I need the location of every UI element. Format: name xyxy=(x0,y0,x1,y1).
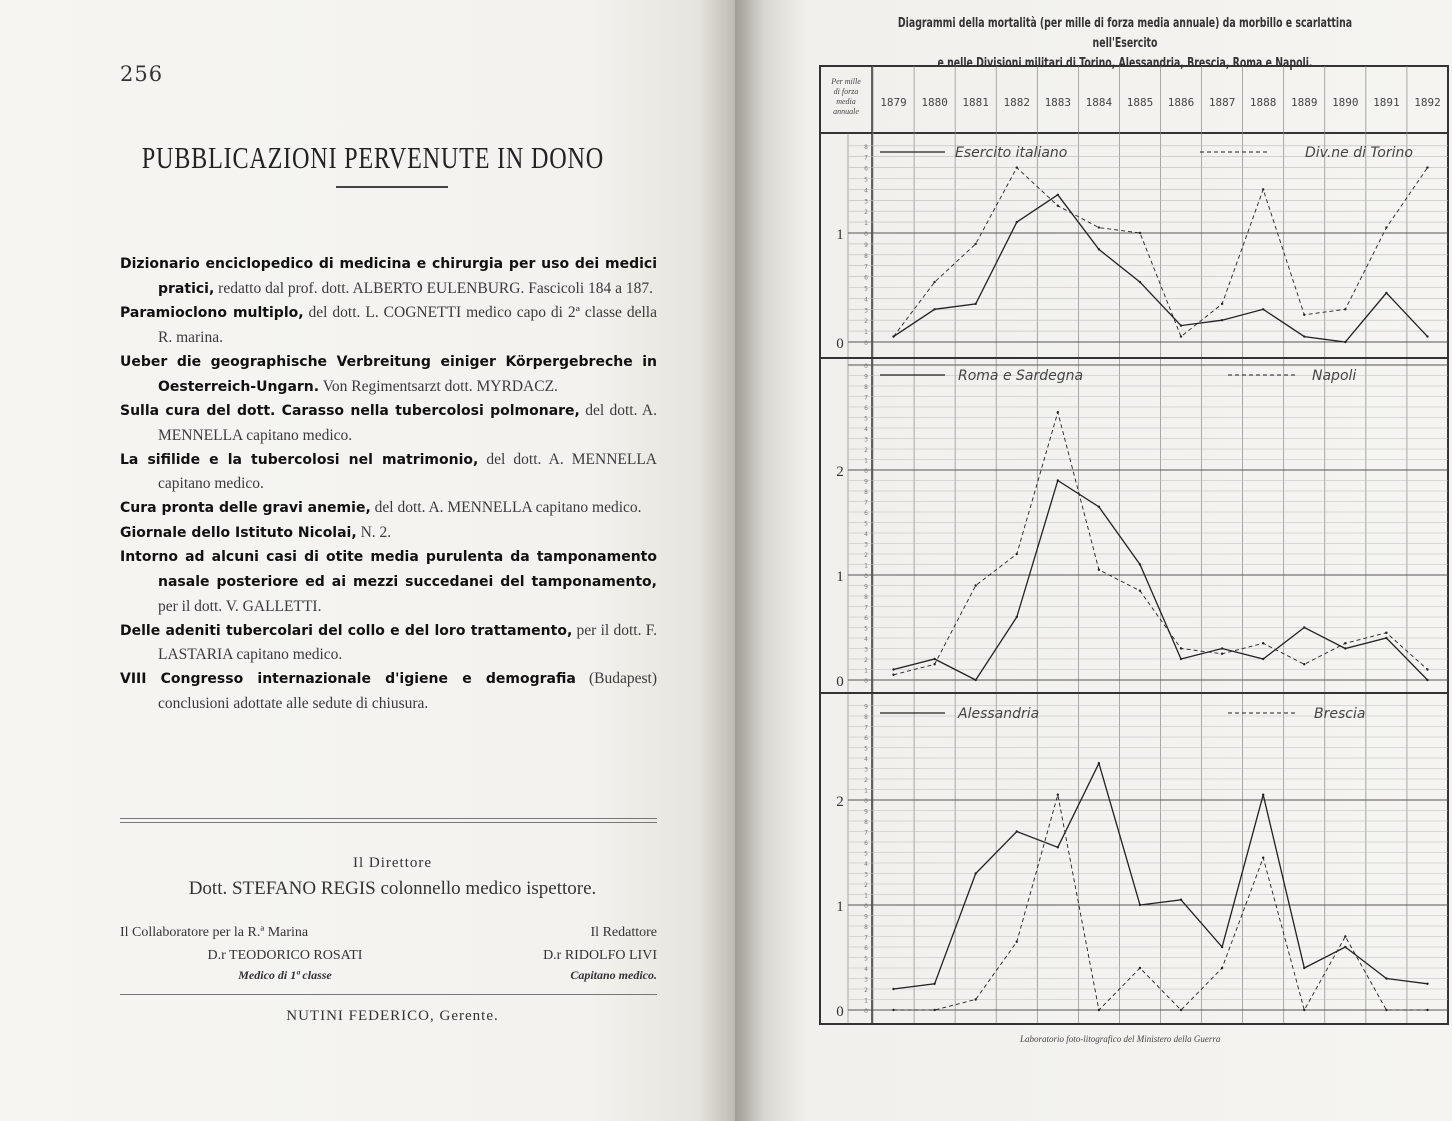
data-point xyxy=(1344,642,1346,644)
data-point xyxy=(974,872,976,874)
minor-tick-label: 4 xyxy=(864,187,868,195)
minor-tick-label: 3 xyxy=(864,766,868,774)
minor-tick-label: 4 xyxy=(864,861,868,868)
data-point xyxy=(1016,166,1018,168)
data-point xyxy=(933,1009,935,1011)
minor-tick-label: 0 xyxy=(864,573,868,580)
minor-tick-label: 6 xyxy=(864,510,868,517)
x-tick-label: 1891 xyxy=(1373,96,1400,109)
minor-tick-label: 7 xyxy=(864,394,868,402)
minor-tick-label: 7 xyxy=(864,829,868,837)
data-point xyxy=(1057,846,1059,848)
minor-tick-label: 8 xyxy=(864,924,868,931)
data-point xyxy=(1180,899,1182,901)
data-point xyxy=(1385,977,1387,979)
data-point xyxy=(1057,194,1059,196)
legend-label: Div.ne di Torino xyxy=(1305,145,1413,161)
publication-entry: Intorno ad alcuni casi di otite media purulenta da tamponamento nasale posteriore ed ai mezzi succedanei del tamponamento, per il dott. V. GALLETTI. xyxy=(120,549,657,615)
data-point xyxy=(974,584,976,586)
data-point xyxy=(1139,232,1141,234)
x-tick-label: 1890 xyxy=(1332,96,1359,109)
minor-tick-label: 0 xyxy=(864,1008,868,1015)
data-point xyxy=(1098,1009,1100,1011)
minor-tick-label: 5 xyxy=(864,176,868,184)
minor-tick-label: 5 xyxy=(864,745,868,753)
x-tick-label: 1892 xyxy=(1414,96,1441,109)
minor-tick-label: 5 xyxy=(864,415,868,423)
data-point xyxy=(1098,762,1100,764)
legend-label: Alessandria xyxy=(958,706,1040,722)
data-point xyxy=(1385,632,1387,634)
x-tick-label: 1886 xyxy=(1167,96,1195,109)
publication-entry: Delle adeniti tubercolari del collo e del loro trattamento, per il dott. F. LASTARIA capitano medico. xyxy=(120,621,658,664)
director-name: Dott. STEFANO REGIS colonnello medico ispettore. xyxy=(188,878,597,899)
minor-tick-label: 9 xyxy=(864,703,868,711)
minor-tick-label: 6 xyxy=(864,165,868,173)
axis-header-line: di forza xyxy=(833,87,859,96)
data-point xyxy=(1016,616,1018,618)
publication-entry: Cura pronta delle gravi anemie, del dott. A. MENNELLA capitano medico. xyxy=(120,499,642,517)
minor-tick-label: 2 xyxy=(864,552,868,559)
minor-tick-label: 7 xyxy=(864,499,868,507)
minor-tick-label: 9 xyxy=(864,478,868,486)
editor-label: Il Redattore xyxy=(590,925,657,940)
y-tick-label: 2 xyxy=(836,794,844,810)
data-point xyxy=(1385,226,1387,228)
data-point xyxy=(1344,935,1346,937)
data-point xyxy=(1303,335,1305,337)
data-point xyxy=(1098,248,1100,250)
data-point xyxy=(974,303,976,305)
minor-tick-label: 4 xyxy=(864,756,868,763)
minor-tick-label: 8 xyxy=(864,252,868,260)
data-point xyxy=(933,308,935,310)
minor-tick-label: 3 xyxy=(864,871,868,879)
data-point xyxy=(1303,1009,1305,1011)
minor-tick-label: 8 xyxy=(864,489,868,496)
x-tick-label: 1881 xyxy=(962,96,989,109)
data-point xyxy=(1221,303,1223,305)
data-point xyxy=(892,1009,894,1011)
legend-label: Napoli xyxy=(1312,368,1357,384)
minor-tick-label: 2 xyxy=(864,777,868,784)
minor-tick-label: 0 xyxy=(864,903,868,910)
minor-tick-label: 7 xyxy=(864,934,868,942)
minor-tick-label: 3 xyxy=(864,307,868,315)
minor-tick-label: 2 xyxy=(864,657,868,664)
data-point xyxy=(933,281,935,283)
minor-tick-label: 9 xyxy=(864,241,868,249)
legend-label: Roma e Sardegna xyxy=(958,368,1084,384)
minor-tick-label: 0 xyxy=(864,231,868,238)
data-point xyxy=(1426,1009,1428,1011)
minor-tick-label: 4 xyxy=(864,636,868,643)
data-point xyxy=(1303,967,1305,969)
data-point xyxy=(1303,663,1305,665)
data-point xyxy=(892,988,894,990)
data-point xyxy=(1180,335,1182,337)
publication-entry: La sifilide e la tubercolosi nel matrimonio, del dott. A. MENNELLA capitano medico. xyxy=(120,450,658,493)
minor-tick-label: 6 xyxy=(864,840,868,847)
page-title: PUBBLICAZIONI PERVENUTE IN DONO xyxy=(141,140,604,175)
data-point xyxy=(1180,1009,1182,1011)
data-point xyxy=(1344,647,1346,649)
minor-tick-label: 1 xyxy=(864,457,868,465)
data-point xyxy=(1385,1009,1387,1011)
minor-tick-label: 7 xyxy=(864,724,868,732)
publication-entry: Sulla cura del dott. Carasso nella tubercolosi polmonare, del dott. A. MENNELLA capitano medico. xyxy=(120,402,657,444)
data-point xyxy=(1303,626,1305,628)
x-tick-label: 1883 xyxy=(1044,96,1072,109)
data-point xyxy=(1426,668,1428,670)
minor-tick-label: 1 xyxy=(864,997,868,1005)
minor-tick-label: 4 xyxy=(864,966,868,973)
minor-tick-label: 3 xyxy=(864,646,868,654)
data-point xyxy=(1016,941,1018,943)
minor-tick-label: 0 xyxy=(864,468,868,475)
x-tick-label: 1887 xyxy=(1208,96,1236,109)
x-tick-label: 1882 xyxy=(1003,96,1030,109)
editor-title: Capitano medico. xyxy=(570,968,657,982)
minor-tick-label: 7 xyxy=(864,604,868,612)
data-point xyxy=(1426,166,1428,168)
data-point xyxy=(1262,658,1264,660)
minor-tick-label: 1 xyxy=(864,562,868,570)
minor-tick-label: 3 xyxy=(864,198,868,206)
minor-tick-label: 8 xyxy=(864,714,868,721)
printer-credit: Laboratorio foto-litografico del Ministero della Guerra xyxy=(1020,1034,1221,1044)
x-tick-label: 1879 xyxy=(880,96,907,109)
minor-tick-label: 7 xyxy=(864,263,868,271)
minor-tick-label: 0 xyxy=(864,340,868,347)
data-point xyxy=(1221,319,1223,321)
legend-label: Brescia xyxy=(1314,706,1366,722)
data-point xyxy=(1057,411,1059,413)
minor-tick-label: 2 xyxy=(864,882,868,889)
minor-tick-label: 1 xyxy=(864,787,868,795)
data-point xyxy=(1344,946,1346,948)
minor-tick-label: 9 xyxy=(864,913,868,921)
data-point xyxy=(892,668,894,670)
minor-tick-label: 1 xyxy=(864,667,868,675)
data-point xyxy=(933,658,935,660)
publication-entry: VIII Congresso internazionale d'igiene e demografia (Budapest) conclusioni adottate alle sedute di chiusura. xyxy=(120,669,657,712)
y-tick-label: 2 xyxy=(836,464,844,480)
axis-header-line: annuale xyxy=(833,107,859,116)
data-point xyxy=(1139,904,1141,906)
data-point xyxy=(1016,830,1018,832)
x-tick-label: 1880 xyxy=(921,96,948,109)
navy-collaborator-label: Il Collaboratore per la R.ª Marina xyxy=(120,925,309,940)
data-point xyxy=(1098,569,1100,571)
minor-tick-label: 1 xyxy=(864,892,868,900)
minor-tick-label: 9 xyxy=(864,373,868,381)
data-point xyxy=(1262,308,1264,310)
data-point xyxy=(892,674,894,676)
minor-tick-label: 7 xyxy=(864,154,868,162)
x-tick-label: 1885 xyxy=(1126,96,1154,109)
data-point xyxy=(1180,647,1182,649)
minor-tick-label: 3 xyxy=(864,976,868,984)
minor-tick-label: 2 xyxy=(864,447,868,454)
manager-line: NUTINI FEDERICO, Gerente. xyxy=(286,1008,499,1024)
minor-tick-label: 9 xyxy=(864,808,868,816)
y-tick-label: 1 xyxy=(836,227,844,243)
minor-tick-label: 9 xyxy=(864,583,868,591)
page-number: 256 xyxy=(120,62,164,86)
axis-header-line: Per mille xyxy=(831,77,861,86)
data-point xyxy=(1057,479,1059,481)
minor-tick-label: 5 xyxy=(864,520,868,528)
y-tick-label: 0 xyxy=(836,674,844,690)
data-point xyxy=(1344,308,1346,310)
data-point xyxy=(1344,341,1346,343)
data-point xyxy=(974,679,976,681)
minor-tick-label: 5 xyxy=(864,955,868,963)
y-tick-label: 0 xyxy=(836,1004,844,1020)
minor-tick-label: 1 xyxy=(864,329,868,337)
data-point xyxy=(1221,653,1223,655)
data-point xyxy=(1221,946,1223,948)
data-point xyxy=(1426,679,1428,681)
data-point xyxy=(1057,205,1059,207)
minor-tick-label: 6 xyxy=(864,615,868,622)
data-point xyxy=(1426,335,1428,337)
minor-tick-label: 0 xyxy=(864,363,868,370)
minor-tick-label: 8 xyxy=(864,819,868,826)
data-point xyxy=(1262,642,1264,644)
minor-tick-label: 6 xyxy=(864,945,868,952)
publication-entry: Paramioclono multiplo, del dott. L. COGNETTI medico capo di 2ª classe della R. marina. xyxy=(120,304,657,347)
x-tick-label: 1889 xyxy=(1291,96,1318,109)
data-point xyxy=(1426,983,1428,985)
minor-tick-label: 8 xyxy=(864,594,868,601)
data-point xyxy=(1139,563,1141,565)
data-point xyxy=(933,983,935,985)
minor-tick-label: 6 xyxy=(864,405,868,412)
minor-tick-label: 3 xyxy=(864,436,868,444)
data-point xyxy=(974,243,976,245)
publication-entry: Ueber die geographische Verbreitung einiger Körpergebreche in Oesterreich-Ungarn. Von Regimentsarzt dott. MYRDACZ. xyxy=(120,353,657,395)
x-tick-label: 1888 xyxy=(1249,96,1277,109)
navy-collaborator-title: Medico di 1ª classe xyxy=(238,968,332,982)
publication-entry: Dizionario enciclopedico di medicina e chirurgia per uso dei medici pratici, redatto dal prof. dott. ALBERTO EULENBURG. Fascicoli 184 a 187. xyxy=(120,256,657,297)
minor-tick-label: 5 xyxy=(864,285,868,293)
data-point xyxy=(1139,967,1141,969)
axis-header xyxy=(830,77,861,116)
data-point xyxy=(1016,553,1018,555)
minor-tick-label: 2 xyxy=(864,987,868,994)
data-point xyxy=(1180,658,1182,660)
chart-caption: Diagrammi della mortalità (per mille di forza media annuale) da morbillo e scarlattina nell'Esercito e nelle Divisioni militari di Torino, Alessandria, Brescia, Roma e Napoli. xyxy=(897,16,1353,71)
data-point xyxy=(1385,292,1387,294)
minor-tick-label: 8 xyxy=(864,384,868,391)
minor-tick-label: 2 xyxy=(864,318,868,326)
data-point xyxy=(1016,221,1018,223)
minor-tick-label: 8 xyxy=(864,143,868,151)
data-point xyxy=(1303,314,1305,316)
data-point xyxy=(1180,324,1182,326)
navy-collaborator-name: D.r TEODORICO ROSATI xyxy=(207,948,363,963)
data-point xyxy=(1262,857,1264,859)
data-point xyxy=(933,663,935,665)
data-point xyxy=(1262,188,1264,190)
minor-tick-label: 0 xyxy=(864,678,868,685)
x-tick-label: 1884 xyxy=(1085,96,1113,109)
director-label: Il Direttore xyxy=(352,855,433,871)
legend-label: Esercito italiano xyxy=(955,145,1068,161)
minor-tick-label: 1 xyxy=(864,220,868,228)
publication-entry: Giornale dello Istituto Nicolai, N. 2. xyxy=(120,523,392,541)
minor-tick-label: 3 xyxy=(864,541,868,549)
data-point xyxy=(1221,967,1223,969)
data-point xyxy=(1221,647,1223,649)
data-point xyxy=(892,335,894,337)
minor-tick-label: 5 xyxy=(864,625,868,633)
y-tick-label: 0 xyxy=(836,336,844,352)
axis-header-line: media xyxy=(836,97,856,106)
data-point xyxy=(974,998,976,1000)
data-point xyxy=(1139,590,1141,592)
data-point xyxy=(1262,794,1264,796)
minor-tick-label: 6 xyxy=(864,735,868,742)
data-point xyxy=(1098,226,1100,228)
data-point xyxy=(1098,506,1100,508)
minor-tick-label: 4 xyxy=(864,426,868,433)
editor-name: D.r RIDOLFO LIVI xyxy=(543,948,657,963)
y-tick-label: 1 xyxy=(836,569,844,585)
data-point xyxy=(1139,281,1141,283)
minor-tick-label: 6 xyxy=(864,274,868,282)
minor-tick-label: 2 xyxy=(864,209,868,217)
minor-tick-label: 4 xyxy=(864,531,868,538)
data-point xyxy=(1057,794,1059,796)
minor-tick-label: 4 xyxy=(864,296,868,304)
minor-tick-label: 5 xyxy=(864,850,868,858)
minor-tick-label: 0 xyxy=(864,798,868,805)
data-point xyxy=(1385,637,1387,639)
y-tick-label: 1 xyxy=(836,899,844,915)
